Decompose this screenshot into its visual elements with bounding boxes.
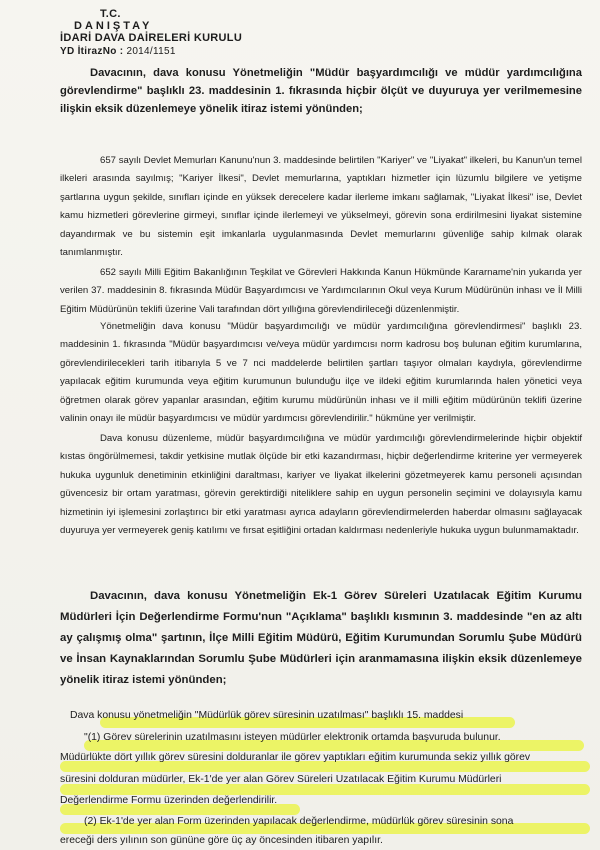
paragraph-objection-2: Davacının, dava konusu Yönetmeliğin Ek-1 Görev Süreleri Uzatılacak Eğitim Kurumu Müdürleri İçin Değerlendirme Formu'nun "Açıklama" başlıklı kısmının 3. maddesinde "en az altı ay çalışmış olma" şartının, İlçe Milli Eğitim Müdürü, Eğitim Kurumundan Sorumlu Şube Müdürü ve İnsan Kaynaklarından Sorumlu Şube Müdürleri için aranmamasına ilişkin eksik düzenlemeye yönelik itiraz istemi yönünden; <box>60 590 582 686</box>
quote-line-heading: Dava konusu yönetmeliğin "Müdürlük görev süresinin uzatılması" başlıklı 15. maddesi <box>70 710 464 721</box>
paragraph-article-23: Yönetmeliğin dava konusu "Müdür başyardımcılığı ve müdür yardımcılığına görevlendirmesi" başlıklı 23. maddesinin 1. fıkrasında "Müdür başyardımcısı ve/veya müdür yardımcısı norm kadrosu boş bulunan eğitim kurumlarına, görevlendirilecekleri tarih itibarıyla 5 ve 7 nci maddelerde belirtilen şartları taşıyor olmaları kaydıyla, görevlendirme yapılacak eğitim kurumunda veya eğitim kurumunun bulunduğu ilçe ve ildeki eğitim kurumlarında halen yönetici veya öğretmen olarak görev yapanlar arasından, eğitim kurumu müdürünün inhası ve il milli eğitim müdürünün teklifi üzerine valinin onayı ile müdür başyardımcısı ve müdür yardımcısı görevlendirilir." hükmüne yer verilmiştir. <box>60 321 582 425</box>
yd-label: YD İtirazNo : <box>60 46 124 57</box>
paragraph-assessment: Dava konusu düzenleme, müdür başyardımcılığına ve müdür yardımcılığı görevlendirmelerinde hiçbir objektif kıstas öngörülmemesi, takdir yetkisine mutlak ölçüde bir etki kazandırması, hiçbir değerlendirme kriterine yer vermeyerek hukuka uygunluk denetiminin etkinliğini daraltması, kariyer ve liyakat ilkelerini gözetmeyerek kamu personeli açısından güvencesiz bir ortam yaratması, görevin gerektirdiği niteliklere sahip en uygun personelin seçimini ve dolayısıyla kamu hizmetinin iyi işlemesini zorlaştırıcı bir etki yaratması ayrıca adayların görevlendirmelerden haberdar olmasını sağlayacak duyuruya yer vermeyerek geniş katılımı ve fırsat eşitliğini ortadan kaldırması nedenleriyle hukuka uygun bulunmamaktadır. <box>60 433 582 537</box>
header-danistay: DANIŞTAY <box>74 20 153 32</box>
quote-line: (2) Ek-1'de yer alan Form üzerinden yapılacak değerlendirme, müdürlük görev süresinin sona <box>84 816 514 827</box>
quote-line: Değerlendirme Formu üzerinden değerlendirilir. <box>60 795 278 806</box>
header-case-number <box>60 46 176 57</box>
paragraph-652-decree: 652 sayılı Milli Eğitim Bakanlığının Teşkilat ve Görevleri Hakkında Kanun Hükmünde Kararname'nin yukarıda yer verilen 37. maddesinin 8. fıkrasında Müdür Başyardımcısı ve Yardımcılarının Okul veya Kurum Müdürünün inhası ve İl Milli Eğitim Müdürünün teklifi üzerine Vali tarafından dört yıllığına görevlendirileceği düzenlenmiştir. <box>60 267 582 315</box>
yd-number: 2014/1151 <box>126 46 176 57</box>
header-kurul: İDARİ DAVA DAİRELERİ KURULU <box>60 32 243 44</box>
quote-line: süresini dolduran müdürler, Ek-1'de yer alan Görev Süreleri Uzatılacak Eğitim Kurumu Müdürleri <box>60 774 502 785</box>
paragraph-657-law: 657 sayılı Devlet Memurları Kanunu'nun 3. maddesinde belirtilen "Kariyer" ve "Liyakat" ilkeleri, bu Kanun'un temel ilkeleri arasında sayılmış; "Kariyer İlkesi", Devlet memurlarına, yaptıkları hizmetler için lüzumlu bilgilere ve yetişme şartlarına uygun şekilde, sınıfları içinde en yüksek derecelere kadar ilerleme imkanı sağlamak, "Liyakat İlkesi" ise, Devlet kamu hizmetleri görevlerine girmeyi, sınıflar içinde ilerlemeyi ve yükselmeyi, görevin sona erdirilmesini liyakat sistemine dayandırmak ve bu sistemin eşit imkanlarla uygulanmasında Devlet memurlarını güvenliğe sahip kılmak olarak tanımlanmıştır. <box>60 155 582 259</box>
quote-line: Müdürlükte dört yıllık görev süresini dolduranlar ile görev yaptıkları eğitim kurumunda sekiz yıllık görev <box>60 752 531 763</box>
paragraph-objection-1: Davacının, dava konusu Yönetmeliğin "Müdür başyardımcılığı ve müdür yardımcılığına görevlendirme" başlıklı 23. maddesinin 1. fıkrasında hiçbir ölçüt ve duyuruya yer verilmemesine ilişkin eksik düzenlemeye yönelik itiraz istemi yönünden; <box>60 67 582 115</box>
highlight-mark <box>60 784 590 795</box>
quote-line: ereceği ders yılının son gününe göre üç ay öncesinden itibaren yapılır. <box>60 835 383 846</box>
quote-line: "(1) Görev sürelerinin uzatılmasını isteyen müdürler elektronik ortamda başvuruda bulunur. <box>84 732 501 743</box>
header-tc: T.C. <box>100 8 121 20</box>
